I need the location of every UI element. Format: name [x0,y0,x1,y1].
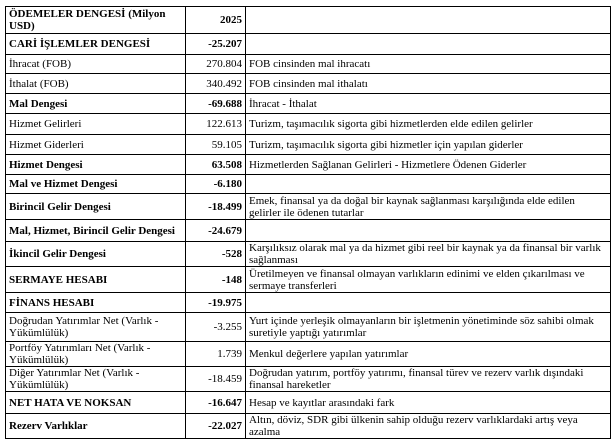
row-desc: FOB cinsinden mal ithalatı [246,74,611,94]
row-desc: Emek, finansal ya da doğal bir kaynak sağlanması karşılığında elde edilen gelirler ile ödenen tutarlar [246,194,611,220]
row-value: -69.688 [186,94,246,114]
row-label: Doğrudan Yatırımlar Net (Varlık - Yükümlülük) [6,313,186,342]
row-value: 1.739 [186,342,246,367]
row-label: Rezerv Varlıklar [6,414,186,439]
table-row [6,220,611,242]
row-value: -148 [186,267,246,293]
table-header-row [6,7,611,34]
header-year: 2025 [186,7,246,34]
table-row [6,313,611,342]
table-row [6,194,611,220]
row-desc [246,293,611,313]
row-desc: Karşılıksız olarak mal ya da hizmet gibi reel bir kaynak ya da finansal bir varlık sağlanması [246,242,611,267]
row-value: -18.459 [186,367,246,392]
row-desc: Üretilmeyen ve finansal olmayan varlıkların edinimi ve elden çıkarılması ve sermaye transferleri [246,267,611,293]
table-row [6,74,611,94]
row-value: -22.027 [186,414,246,439]
table-row [6,55,611,74]
table-row [6,367,611,392]
row-desc: Yurt içinde yerleşik olmayanların bir işletmenin yönetiminde söz sahibi olmak suretiyle yaptığı yatırımlar [246,313,611,342]
row-desc: İhracat - İthalat [246,94,611,114]
row-label: İkincil Gelir Dengesi [6,242,186,267]
row-value: -16.647 [186,392,246,414]
row-value: 340.492 [186,74,246,94]
row-label: Mal ve Hizmet Dengesi [6,175,186,194]
row-desc [246,175,611,194]
table-row [6,267,611,293]
row-value: -528 [186,242,246,267]
row-desc: Doğrudan yatırım, portföy yatırımı, finansal türev ve rezerv varlık dışındaki finansal hareketler [246,367,611,392]
row-value: 122.613 [186,114,246,135]
row-value: 270.804 [186,55,246,74]
row-value: -6.180 [186,175,246,194]
table-row [6,414,611,439]
row-label: FİNANS HESABI [6,293,186,313]
row-value: 63.508 [186,155,246,175]
row-value: -24.679 [186,220,246,242]
row-desc: FOB cinsinden mal ihracatı [246,55,611,74]
header-label: ÖDEMELER DENGESİ (Milyon USD) [6,7,186,34]
row-label: SERMAYE HESABI [6,267,186,293]
row-label: Hizmet Giderleri [6,135,186,155]
table-row [6,155,611,175]
row-value: -19.975 [186,293,246,313]
row-label: CARİ İŞLEMLER DENGESİ [6,34,186,55]
table-row [6,135,611,155]
table-row [6,392,611,414]
table-row [6,342,611,367]
row-desc: Hizmetlerden Sağlanan Gelirleri - Hizmetlere Ödenen Giderler [246,155,611,175]
row-label: NET HATA VE NOKSAN [6,392,186,414]
header-desc [246,7,611,34]
row-desc: Turizm, taşımacılık sigorta gibi hizmetlerden elde edilen gelirler [246,114,611,135]
balance-of-payments-table [5,6,611,439]
row-label: Mal Dengesi [6,94,186,114]
row-desc [246,220,611,242]
row-desc: Hesap ve kayıtlar arasındaki fark [246,392,611,414]
table-row [6,175,611,194]
row-desc: Altın, döviz, SDR gibi ülkenin sahip olduğu rezerv varlıklardaki artış veya azalma [246,414,611,439]
row-value: -3.255 [186,313,246,342]
row-desc: Turizm, taşımacılık sigorta gibi hizmetler için yapılan giderler [246,135,611,155]
table-row [6,34,611,55]
row-desc: Menkul değerlere yapılan yatırımlar [246,342,611,367]
row-label: Diğer Yatırımlar Net (Varlık - Yükümlülük) [6,367,186,392]
row-value: -18.499 [186,194,246,220]
row-label: İthalat (FOB) [6,74,186,94]
row-desc [246,34,611,55]
table-row [6,293,611,313]
row-label: Hizmet Dengesi [6,155,186,175]
table-row [6,94,611,114]
table-row [6,114,611,135]
row-label: Mal, Hizmet, Birincil Gelir Dengesi [6,220,186,242]
table-row [6,242,611,267]
row-value: 59.105 [186,135,246,155]
row-value: -25.207 [186,34,246,55]
row-label: Hizmet Gelirleri [6,114,186,135]
row-label: Birincil Gelir Dengesi [6,194,186,220]
row-label: İhracat (FOB) [6,55,186,74]
row-label: Portföy Yatırımları Net (Varlık - Yükümlülük) [6,342,186,367]
